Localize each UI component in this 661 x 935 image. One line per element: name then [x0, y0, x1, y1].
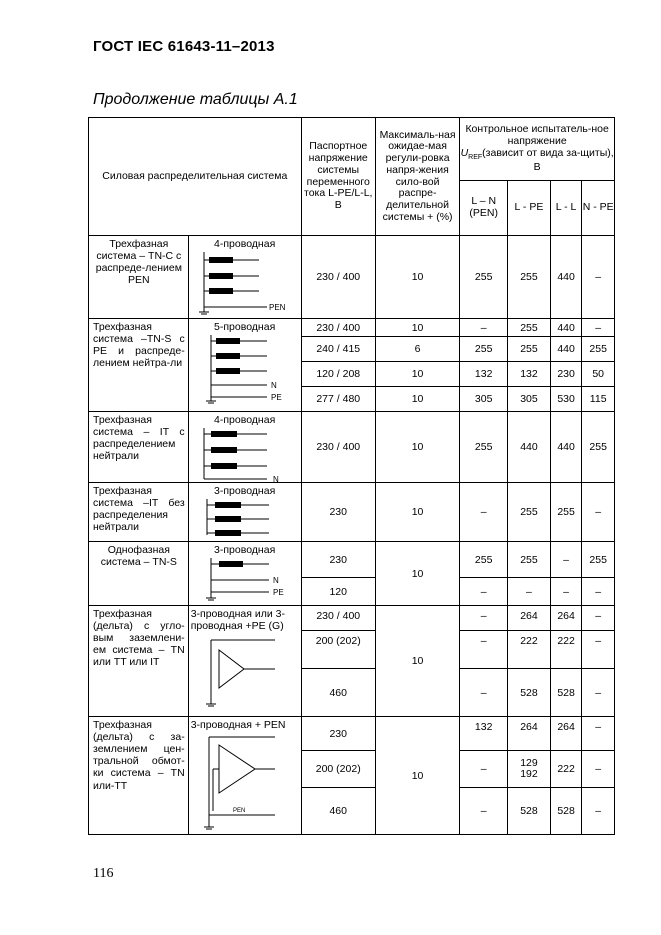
system-description: Трехфазная система – TN-C с распреде-лением PEN: [89, 236, 189, 319]
header-col-ln: L – N (PEN): [460, 181, 508, 236]
value-npe: –: [582, 236, 615, 319]
value-npe: 255: [582, 542, 615, 578]
header-col-ll: L - L: [550, 181, 582, 236]
value-lpe: 255: [508, 483, 551, 542]
wiring-diagram: [188, 412, 301, 483]
system-description: Трехфазная (дельта) с угло-вым заземлени-ем система – TN или TT или IT: [89, 606, 189, 717]
single-phase-diagram: [189, 556, 299, 602]
header-test-voltage-sub: REF: [468, 154, 483, 161]
voltage-table: [88, 117, 615, 835]
wiring-diagram: [188, 483, 301, 542]
wire-label-n: N: [272, 576, 279, 586]
value-lpe: 222: [508, 631, 551, 669]
value-ll: –: [550, 578, 582, 606]
value-npe: –: [582, 788, 615, 835]
nominal-voltage: 240 / 415: [301, 337, 375, 362]
header-col-lpe: L - PE: [508, 181, 551, 236]
wiring-label: 3-проводная: [214, 485, 276, 498]
regulation: 10: [375, 412, 459, 483]
system-description: Трехфазная система –TN-S с PE и распреде-лением нейтра-ли: [89, 319, 189, 412]
nominal-voltage: 230: [301, 717, 375, 751]
value-npe: –: [582, 319, 615, 337]
table-row: [89, 542, 615, 578]
wire-label-n: N: [270, 381, 277, 391]
wiring-diagram: [188, 717, 301, 835]
wire-label-n: N: [272, 475, 279, 483]
nominal-voltage: 230 / 400: [301, 412, 375, 483]
document-header: ГОСТ IEC 61643-11–2013: [93, 38, 275, 55]
table-caption: Продолжение таблицы А.1: [93, 91, 298, 108]
delta-corner-diagram: [189, 632, 299, 710]
regulation: 10: [375, 542, 459, 606]
value-lpe: 440: [508, 412, 551, 483]
four-wire-pen-diagram: [189, 250, 299, 318]
regulation: 10: [375, 319, 459, 337]
wiring-diagram: [188, 319, 301, 412]
delta-center-diagram: [189, 731, 299, 831]
header-system: Силовая распределительная система: [89, 118, 302, 236]
nominal-voltage: 460: [301, 788, 375, 835]
value-npe: –: [582, 669, 615, 717]
value-ln: –: [460, 631, 508, 669]
three-wire-it-diagram: [189, 497, 299, 541]
regulation: 10: [375, 236, 459, 319]
five-wire-diagram: [189, 333, 299, 409]
value-lpe: 132: [508, 362, 551, 387]
value-lpe: 255: [508, 542, 551, 578]
value-lpe: –: [508, 578, 551, 606]
nominal-voltage: 120 / 208: [301, 362, 375, 387]
value-npe: 50: [582, 362, 615, 387]
regulation: 10: [375, 483, 459, 542]
value-ll: 230: [550, 362, 582, 387]
wiring-diagram: [188, 236, 301, 319]
regulation: 10: [375, 606, 459, 717]
system-description: Трехфазная система –IT без распределения нейтрали: [89, 483, 189, 542]
nominal-voltage: 200 (202): [301, 631, 375, 669]
value-ll: 264: [550, 717, 582, 751]
value-ln: 255: [460, 542, 508, 578]
value-lpe-2: 192: [520, 768, 538, 781]
value-lpe: 264: [508, 606, 551, 631]
value-npe: 255: [582, 412, 615, 483]
value-ll: 440: [550, 337, 582, 362]
header-nominal-voltage: Паспортное напряжение системы переменного тока L-PE/L-L, В: [301, 118, 375, 236]
table-row: [89, 412, 615, 483]
value-lpe: 264: [508, 717, 551, 751]
header-test-voltage: [460, 118, 615, 181]
value-ll: –: [550, 542, 582, 578]
header-col-npe: N - PE: [582, 181, 615, 236]
value-npe: 115: [582, 387, 615, 412]
nominal-voltage: 120: [301, 578, 375, 606]
value-lpe: 305: [508, 387, 551, 412]
value-ln: –: [460, 669, 508, 717]
table-row: [89, 319, 615, 337]
value-ln: 255: [460, 236, 508, 319]
value-lpe: 255: [508, 319, 551, 337]
value-ln: –: [460, 788, 508, 835]
value-npe: –: [582, 751, 615, 788]
table-row: [89, 236, 615, 319]
wire-label-pe: PE: [272, 588, 284, 598]
value-ll: 528: [550, 669, 582, 717]
nominal-voltage: 230: [301, 483, 375, 542]
wiring-label: 3-проводная + PEN: [190, 719, 286, 732]
nominal-voltage: 277 / 480: [301, 387, 375, 412]
value-ll: 440: [550, 412, 582, 483]
system-description: Трехфазная система – IT с распределением нейтрали: [89, 412, 189, 483]
value-ln: –: [460, 483, 508, 542]
value-ln: –: [460, 319, 508, 337]
value-npe: –: [582, 578, 615, 606]
system-description: Трехфазная (дельта) с за-землением цен-тральной обмот-ки система – TN или-TT: [89, 717, 189, 835]
nominal-voltage: 230 / 400: [301, 236, 375, 319]
value-ll: 255: [550, 483, 582, 542]
value-lpe: 255: [508, 236, 551, 319]
system-description: Однофазная система – TN-S: [89, 542, 189, 606]
value-ll: 264: [550, 606, 582, 631]
nominal-voltage: 230: [301, 542, 375, 578]
value-ln: –: [460, 606, 508, 631]
wiring-label: 5-проводная: [214, 321, 276, 334]
value-ln: –: [460, 578, 508, 606]
value-ln: 255: [460, 412, 508, 483]
value-ll: 440: [550, 236, 582, 319]
value-ln: 132: [460, 362, 508, 387]
value-ln: 255: [460, 337, 508, 362]
value-lpe-1: 129: [520, 756, 538, 769]
value-lpe: 255: [508, 337, 551, 362]
header-max-regulation: Максималь-ная ожидае-мая регули-ровка напря-жения сило-вой распре-делительной системы + (%): [375, 118, 459, 236]
wire-label-pen: PEN: [232, 808, 246, 815]
value-npe: –: [582, 631, 615, 669]
value-ln: 305: [460, 387, 508, 412]
value-lpe: [508, 751, 551, 788]
table-row: [89, 483, 615, 542]
wire-label-pe: PE: [270, 393, 282, 403]
wiring-label: 3-проводная: [214, 544, 276, 557]
header-test-voltage-u: U: [460, 146, 469, 159]
value-npe: 255: [582, 337, 615, 362]
value-npe: –: [582, 606, 615, 631]
page-number: 116: [93, 866, 114, 881]
wiring-label: 4-проводная: [214, 238, 276, 250]
wiring-label: 3-проводная или 3-проводная +PE (G): [190, 608, 285, 633]
regulation: 10: [375, 362, 459, 387]
value-lpe: 528: [508, 788, 551, 835]
wire-label-pen: PEN: [268, 303, 286, 313]
value-lpe: 528: [508, 669, 551, 717]
regulation: 6: [375, 337, 459, 362]
nominal-voltage: 460: [301, 669, 375, 717]
wiring-diagram: [188, 542, 301, 606]
value-ll: 222: [550, 751, 582, 788]
regulation: 10: [375, 717, 459, 835]
nominal-voltage: 200 (202): [301, 751, 375, 788]
wiring-diagram: [188, 606, 301, 717]
value-ll: 440: [550, 319, 582, 337]
value-ll: 528: [550, 788, 582, 835]
nominal-voltage: 230 / 400: [301, 606, 375, 631]
table-row: [89, 606, 615, 631]
value-npe: –: [582, 483, 615, 542]
nominal-voltage: 230 / 400: [301, 319, 375, 337]
regulation: 10: [375, 387, 459, 412]
value-ln: –: [460, 751, 508, 788]
header-test-voltage-top: Контрольное испытатель-ное напряжение: [465, 123, 609, 148]
value-ln: 132: [460, 717, 508, 751]
table-row: [89, 717, 615, 751]
header-test-voltage-rest: (зависит от вида за-щиты), В: [482, 146, 614, 173]
value-npe: –: [582, 717, 615, 751]
wiring-label: 4-проводная: [214, 414, 276, 427]
value-ll: 222: [550, 631, 582, 669]
value-ll: 530: [550, 387, 582, 412]
four-wire-it-diagram: [189, 426, 299, 482]
